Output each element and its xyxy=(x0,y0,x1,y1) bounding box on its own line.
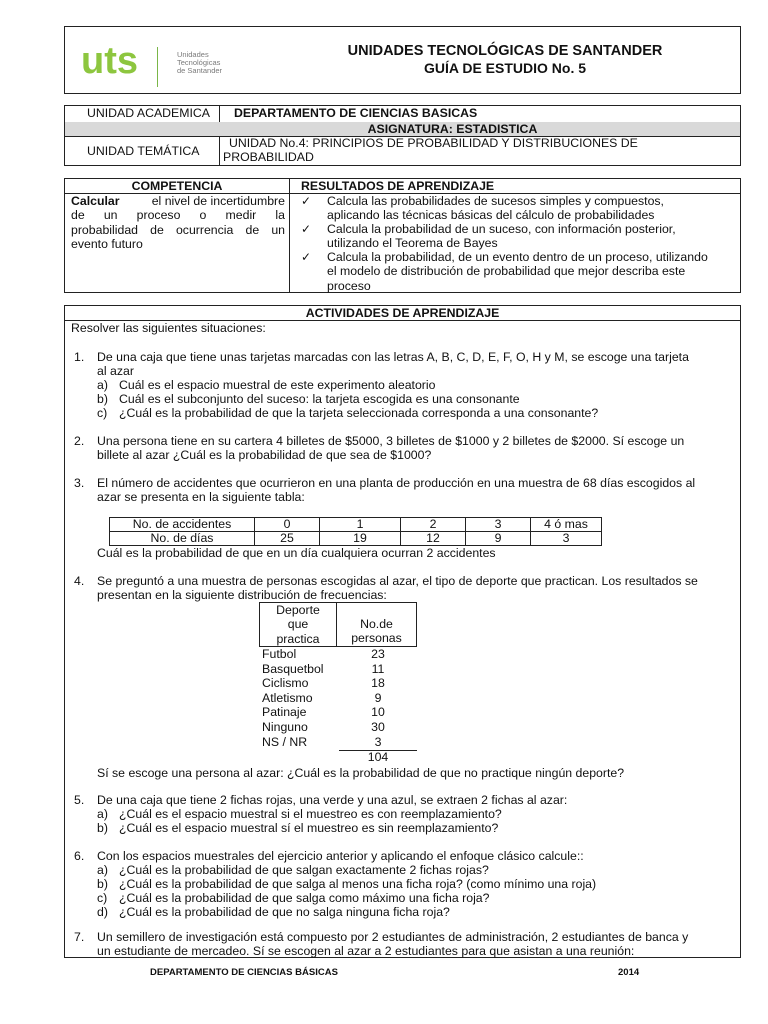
sport-name: Ninguno xyxy=(262,719,308,734)
q6-d: ¿Cuál es la probabilidad de que no salga ninguna ficha roja? xyxy=(119,905,450,919)
result-2 xyxy=(327,222,676,251)
q7-line-2: un estudiante de mercadeo. Sí se escogen al azar a 2 estudiantes para que asistan a una reunión: xyxy=(97,944,635,959)
asignatura: ASIGNATURA: ESTADISTICA xyxy=(65,122,740,137)
competency-table xyxy=(64,178,741,293)
q3-line-1: El número de accidentes que ocurrieron en una planta de producción en una muestra de 68 días escogidos al xyxy=(97,476,696,490)
q5-number: 5. xyxy=(74,793,85,807)
sport-count: 11 xyxy=(371,661,385,676)
check-icon: ✓ xyxy=(301,222,312,236)
q7-line-1: Un semillero de investigación está compuesto por 2 estudiantes de administración, 2 estudiantes de banca y xyxy=(97,930,689,944)
result-3-line-3: proceso xyxy=(327,278,371,293)
q1-a-label: a) xyxy=(97,378,108,392)
q1-c: ¿Cuál es la probabilidad de que la tarjeta seleccionada corresponda a una consonante? xyxy=(119,406,599,420)
competency-text xyxy=(71,194,285,252)
q5-text: De una caja que tiene 2 fichas rojas, una verde y una azul, se extraen 2 fichas al azar: xyxy=(97,793,568,807)
table-cell: 3 xyxy=(531,532,602,546)
logo-sub-3: de Santander xyxy=(177,66,223,75)
q1-line-2: al azar xyxy=(97,364,134,379)
comp-line-1 xyxy=(71,194,285,208)
q5-b-label: b) xyxy=(97,821,108,835)
logo-sub-2: Tecnológicas xyxy=(177,58,221,67)
accidents-table xyxy=(109,517,602,546)
w: medir xyxy=(225,208,257,223)
result-3-line-2: el modelo de distribución de probabilidad que mejor describa este xyxy=(327,264,686,279)
logo-sub-1: Unidades xyxy=(177,50,209,59)
q2-line-1: Una persona tiene en su cartera 4 billetes de $5000, 3 billetes de $1000 y 2 billetes de $2000. Sí escoge un xyxy=(97,434,685,448)
w: de xyxy=(245,222,260,237)
check-icon: ✓ xyxy=(301,194,312,208)
q6-b: ¿Cuál es la probabilidad de que salga al menos una ficha roja? (como mínimo una roja) xyxy=(119,877,597,891)
unidad-tematica-line1: UNIDAD No.4: PRINCIPIOS DE PROBABILIDAD Y DISTRIBUCIONES DE xyxy=(229,136,638,150)
col2-line-2: personas xyxy=(351,631,402,646)
q6-d-label: d) xyxy=(97,905,108,919)
q6-number: 6. xyxy=(74,849,85,863)
q1-line-1: De una caja que tiene unas tarjetas marcadas con las letras A, B, C, D, E, F, O, H y M, se escoge una tarjeta xyxy=(97,350,689,364)
q1-number: 1. xyxy=(74,350,85,364)
table-cell: 19 xyxy=(320,532,401,546)
w: la xyxy=(275,208,285,223)
comp-line-2 xyxy=(71,208,285,222)
table-cell: 2 xyxy=(401,518,466,532)
institution-title: UNIDADES TECNOLÓGICAS DE SANTANDER xyxy=(347,43,663,59)
table-row xyxy=(262,691,418,706)
table-cell: 9 xyxy=(466,532,531,546)
w: o xyxy=(199,208,207,223)
sport-count: 10 xyxy=(371,705,385,720)
uts-logo-letters: uts xyxy=(81,40,138,82)
q6-text: Con los espacios muestrales del ejercicio anterior y aplicando el enfoque clásico calcule:: xyxy=(97,849,584,863)
sport-count: 3 xyxy=(374,734,382,749)
activities-intro: Resolver las siguientes situaciones: xyxy=(71,321,266,335)
unidad-tematica-line2: PROBABILIDAD xyxy=(223,150,314,165)
q1-b: Cuál es el subconjunto del suceso: la tarjeta escogida es una consonante xyxy=(119,392,520,406)
result-3-line-1: Calcula la probabilidad, de un evento dentro de un proceso, utilizando xyxy=(327,250,708,264)
q5-b: ¿Cuál es el espacio muestral sí el muestreo es sin reemplazamiento? xyxy=(119,821,499,835)
sport-name: NS / NR xyxy=(262,734,308,749)
q6-a-label: a) xyxy=(97,863,108,877)
q2-number: 2. xyxy=(74,434,85,448)
w: de xyxy=(71,208,85,223)
competency-divider xyxy=(289,193,290,293)
q3-question: Cuál es la probabilidad de que en un día cualquiera ocurran 2 accidentes xyxy=(97,546,496,560)
logo-divider xyxy=(157,47,158,87)
activities-header: ACTIVIDADES DE APRENDIZAJE xyxy=(65,306,740,321)
footer-year: 2014 xyxy=(618,967,640,978)
table-row xyxy=(110,518,602,532)
result-3 xyxy=(327,250,708,293)
q5-a: ¿Cuál es el espacio muestral si el muestreo es con reemplazamiento? xyxy=(119,807,502,821)
q2-text xyxy=(97,434,684,463)
w: un xyxy=(271,222,285,237)
sport-name: Patinaje xyxy=(262,705,307,720)
q1-a: Cuál es el espacio muestral de este experimento aleatorio xyxy=(119,378,436,392)
sport-name: Atletismo xyxy=(262,690,313,705)
result-1-line-1: Calcula las probabilidades de sucesos simples y compuestos, xyxy=(327,194,664,208)
check-icon: ✓ xyxy=(301,250,312,264)
w: de xyxy=(150,222,164,237)
q1-text xyxy=(97,350,689,379)
unidad-tematica-label: UNIDAD TEMÁTICA xyxy=(65,136,220,165)
count-col-header xyxy=(337,617,416,646)
unidad-academica-value: DEPARTAMENTO DE CIENCIAS BASICAS xyxy=(234,106,478,120)
table-cell: 25 xyxy=(255,532,320,546)
table-row xyxy=(262,720,418,735)
col1-line-2: que xyxy=(287,617,309,632)
sport-name: Ciclismo xyxy=(262,676,309,691)
col1-line-1: Deporte xyxy=(276,603,320,617)
result-1-line-2: aplicando las técnicas básicas del cálculo de probabilidades xyxy=(327,208,655,223)
q6-c: ¿Cuál es la probabilidad de que salga como máximo una ficha roja? xyxy=(119,891,490,905)
q6-c-label: c) xyxy=(97,891,108,905)
q5-a-label: a) xyxy=(97,807,108,821)
result-2-line-1: Calcula la probabilidad de un suceso, con información posterior, xyxy=(327,222,676,236)
col2-line-1: No.de xyxy=(360,617,393,631)
sport-count: 9 xyxy=(374,690,382,705)
q4-number: 4. xyxy=(74,574,85,588)
q6-b-label: b) xyxy=(97,877,108,891)
q1-c-label: c) xyxy=(97,406,108,420)
activities-section xyxy=(64,305,741,958)
uts-logo xyxy=(79,37,231,85)
sport-col-header xyxy=(260,603,336,646)
comp-line-4: evento futuro xyxy=(71,237,143,252)
sport-name: Basquetbol xyxy=(262,661,324,676)
footer-department: DEPARTAMENTO DE CIENCIAS BÁSICAS xyxy=(150,967,338,978)
q1-b-label: b) xyxy=(97,392,108,406)
results-header: RESULTADOS DE APRENDIZAJE xyxy=(290,179,740,194)
table-row xyxy=(262,676,418,691)
w: proceso xyxy=(136,208,181,223)
table-row xyxy=(262,647,418,662)
sport-table-header xyxy=(259,602,417,647)
q7-number: 7. xyxy=(74,930,85,944)
q4-text xyxy=(97,574,698,603)
result-2-line-2: utilizando el Teorema de Bayes xyxy=(327,236,498,251)
comp-bold: Calcular xyxy=(71,194,120,208)
comp-line-3 xyxy=(71,223,285,237)
result-1 xyxy=(327,194,664,223)
sport-count: 30 xyxy=(371,719,385,734)
q7-text xyxy=(97,930,688,959)
table-row xyxy=(262,662,418,677)
sport-table xyxy=(262,647,418,749)
document-header xyxy=(64,26,741,94)
q6-a: ¿Cuál es la probabilidad de que salgan exactamente 2 fichas rojas? xyxy=(119,863,489,877)
table-cell: 1 xyxy=(320,518,401,532)
competency-header: COMPETENCIA xyxy=(65,179,290,194)
table-row xyxy=(110,532,602,546)
sport-total: 104 xyxy=(367,750,389,764)
unidad-tematica-value xyxy=(223,136,738,165)
guide-title: GUÍA DE ESTUDIO No. 5 xyxy=(423,60,587,76)
table-row xyxy=(262,705,418,720)
w: ocurrencia xyxy=(175,222,234,237)
table-cell: 0 xyxy=(255,518,320,532)
accidents-label: No. de accidentes xyxy=(110,518,255,532)
q4-line-1: Se preguntó a una muestra de personas escogidas al azar, el tipo de deporte que practican. Los resultados se xyxy=(97,574,698,588)
logo-subtext xyxy=(177,51,222,75)
w: un xyxy=(103,208,118,223)
unidad-academica-label: UNIDAD ACADEMICA xyxy=(65,106,220,123)
q3-number: 3. xyxy=(74,476,85,490)
table-cell: 3 xyxy=(466,518,531,532)
q2-line-2: billete al azar ¿Cuál es la probabilidad de que sea de $1000? xyxy=(97,448,432,463)
col1-line-3: practica xyxy=(276,631,320,646)
comp-l1: el nivel de incertidumbre xyxy=(151,194,285,208)
q4-question: Sí se escoge una persona al azar: ¿Cuál es la probabilidad de que no practique ningún deporte? xyxy=(97,766,625,780)
sport-count: 23 xyxy=(371,647,385,661)
q4-line-2: presentan en la siguiente distribución de frecuencias: xyxy=(97,588,387,603)
days-label: No. de días xyxy=(110,532,255,546)
q3-line-2: azar se presenta en la siguiente tabla: xyxy=(97,490,305,505)
table-row xyxy=(262,735,418,750)
sport-count: 18 xyxy=(371,676,385,691)
q3-text xyxy=(97,476,695,505)
unit-table xyxy=(64,105,741,166)
table-cell: 4 ó mas xyxy=(531,518,602,532)
w: probabilidad xyxy=(71,222,139,237)
table-cell: 12 xyxy=(401,532,466,546)
sport-name: Futbol xyxy=(262,647,297,661)
